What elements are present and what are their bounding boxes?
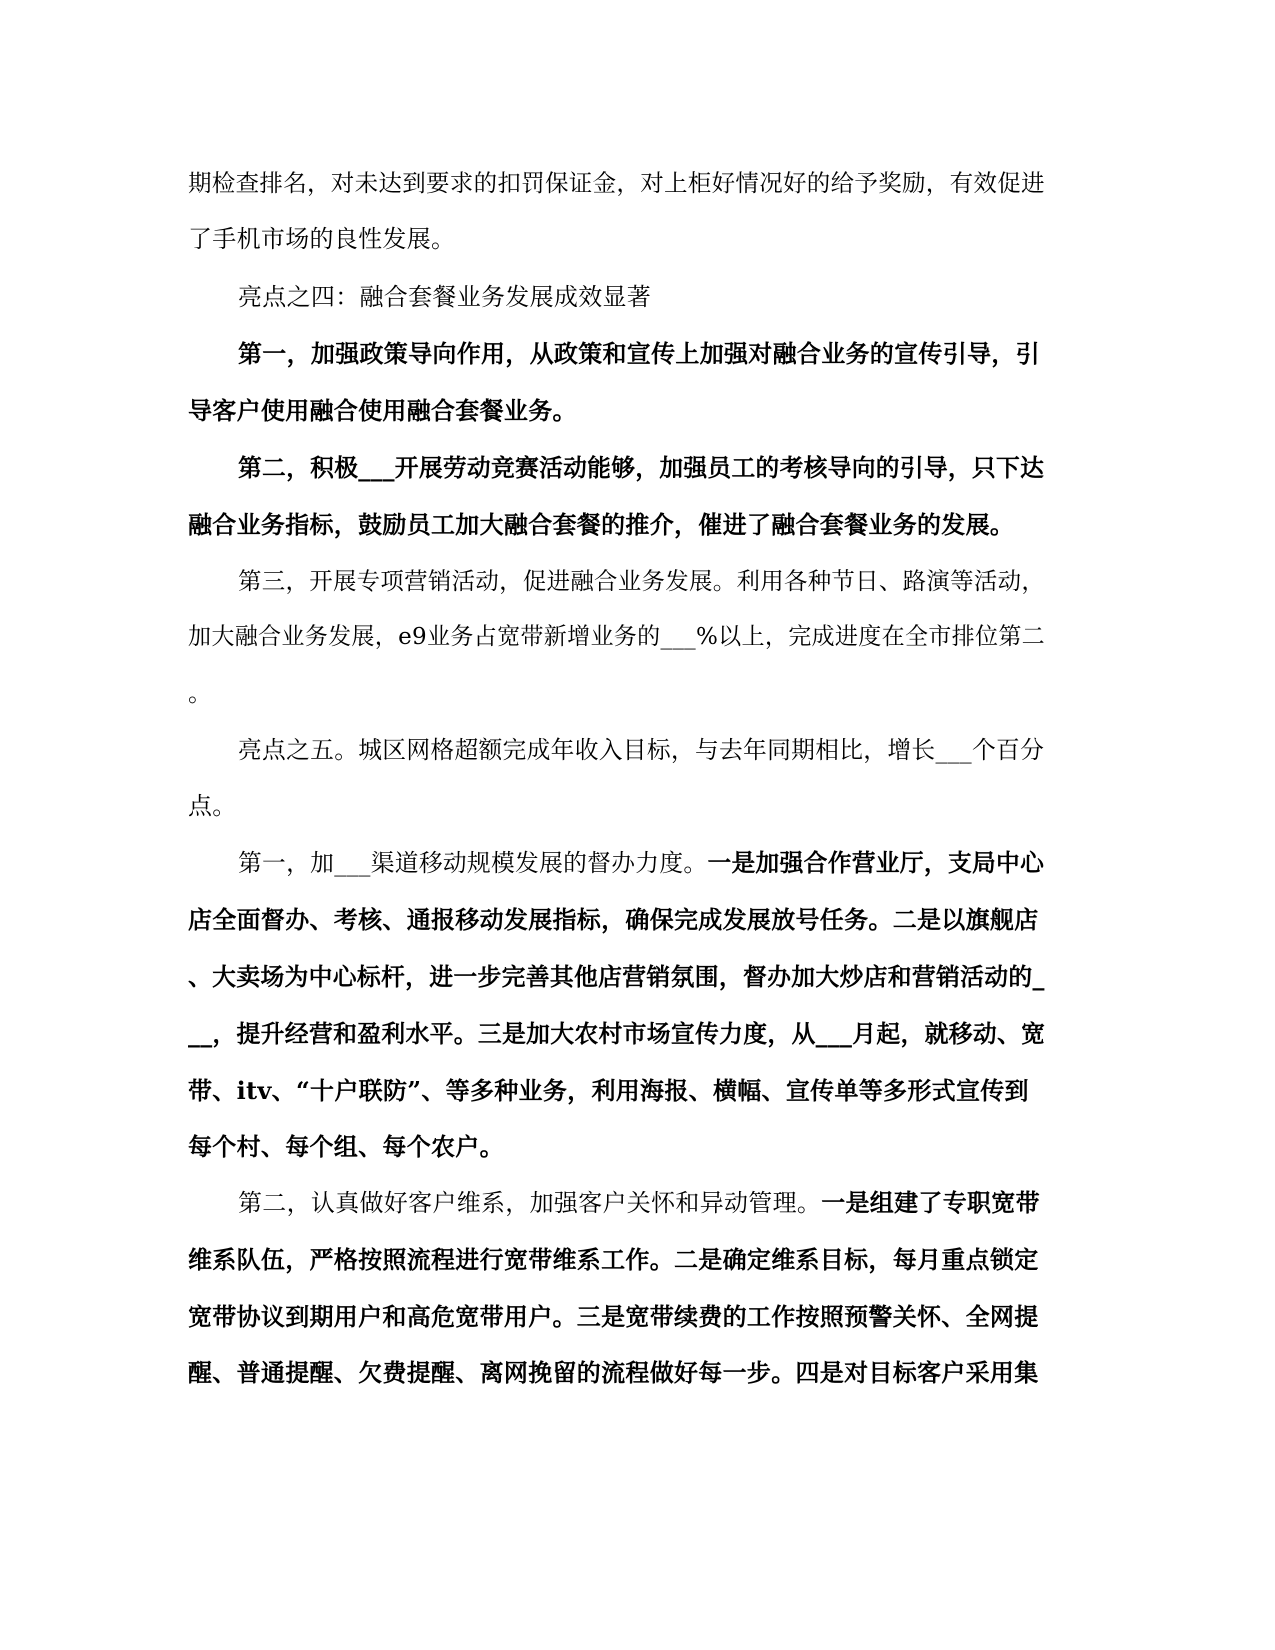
- paragraph-lead: 第二，认真做好客户维系，加强客户关怀和异动管理。: [238, 1189, 822, 1217]
- paragraph-line: [238, 848, 1044, 878]
- paragraph-line: 加大融合业务发展，e9业务占宽带新增业务的___%以上，完成进度在全市排位第二: [188, 624, 1046, 650]
- paragraph-line: 融合业务指标，鼓励员工加大融合套餐的推介，催进了融合套餐业务的发展。: [188, 510, 1015, 539]
- paragraph-emphasis: 一是组建了专职宽带: [821, 1188, 1040, 1217]
- paragraph-emphasis: 一是加强合作营业厅，支局中心: [707, 849, 1045, 877]
- paragraph-line: 导客户使用融合使用融合套餐业务。: [188, 396, 577, 425]
- section-heading: 亮点之五。城区网格超额完成年收入目标，与去年同期相比，增长___个百分: [238, 736, 1045, 764]
- paragraph-line: 点。: [188, 792, 237, 820]
- paragraph-line: [238, 1188, 1040, 1218]
- paragraph-line: 、大卖场为中心标杆，进一步完善其他店营销氛围，督办加大炒店和营销活动的_: [188, 963, 1045, 991]
- paragraph-line: 期检查排名，对未达到要求的扣罚保证金，对上柜好情况好的给予奖励，有效促进: [188, 169, 1045, 197]
- paragraph-line: __，提升经营和盈利水平。三是加大农村市场宣传力度，从___月起，就移动、宽: [188, 1020, 1046, 1048]
- paragraph-line: 。: [188, 679, 213, 707]
- paragraph-line: 第三，开展专项营销活动，促进融合业务发展。利用各种节日、路演等活动，: [238, 567, 1046, 595]
- section-heading: 亮点之四：融合套餐业务发展成效显著: [238, 283, 652, 311]
- paragraph-line: 醒、普通提醒、欠费提醒、离网挽留的流程做好每一步。四是对目标客户采用集: [188, 1358, 1039, 1387]
- paragraph-line: 每个村、每个组、每个农户。: [188, 1132, 504, 1161]
- paragraph-line: 宽带协议到期用户和高危宽带用户。三是宽带续费的工作按照预警关怀、全网提: [188, 1302, 1039, 1331]
- paragraph-line: 第二，积极___开展劳动竞赛活动能够，加强员工的考核导向的引导，只下达: [238, 454, 1045, 482]
- paragraph-line: 店全面督办、考核、通报移动发展指标，确保完成发展放号任务。二是以旗舰店: [188, 905, 1039, 934]
- paragraph-line: 第一，加强政策导向作用，从政策和宣传上加强对融合业务的宣传引导，引: [238, 339, 1040, 368]
- paragraph-line: 维系队伍，严格按照流程进行宽带维系工作。二是确定维系目标，每月重点锁定: [188, 1245, 1039, 1274]
- paragraph-line: 了手机市场的良性发展。: [188, 225, 456, 253]
- paragraph-lead: 第一，加___渠道移动规模发展的督办力度。: [238, 849, 708, 877]
- paragraph-line: 带、itv、“十户联防”、等多种业务，利用海报、横幅、宣传单等多形式宣传到: [188, 1076, 1029, 1105]
